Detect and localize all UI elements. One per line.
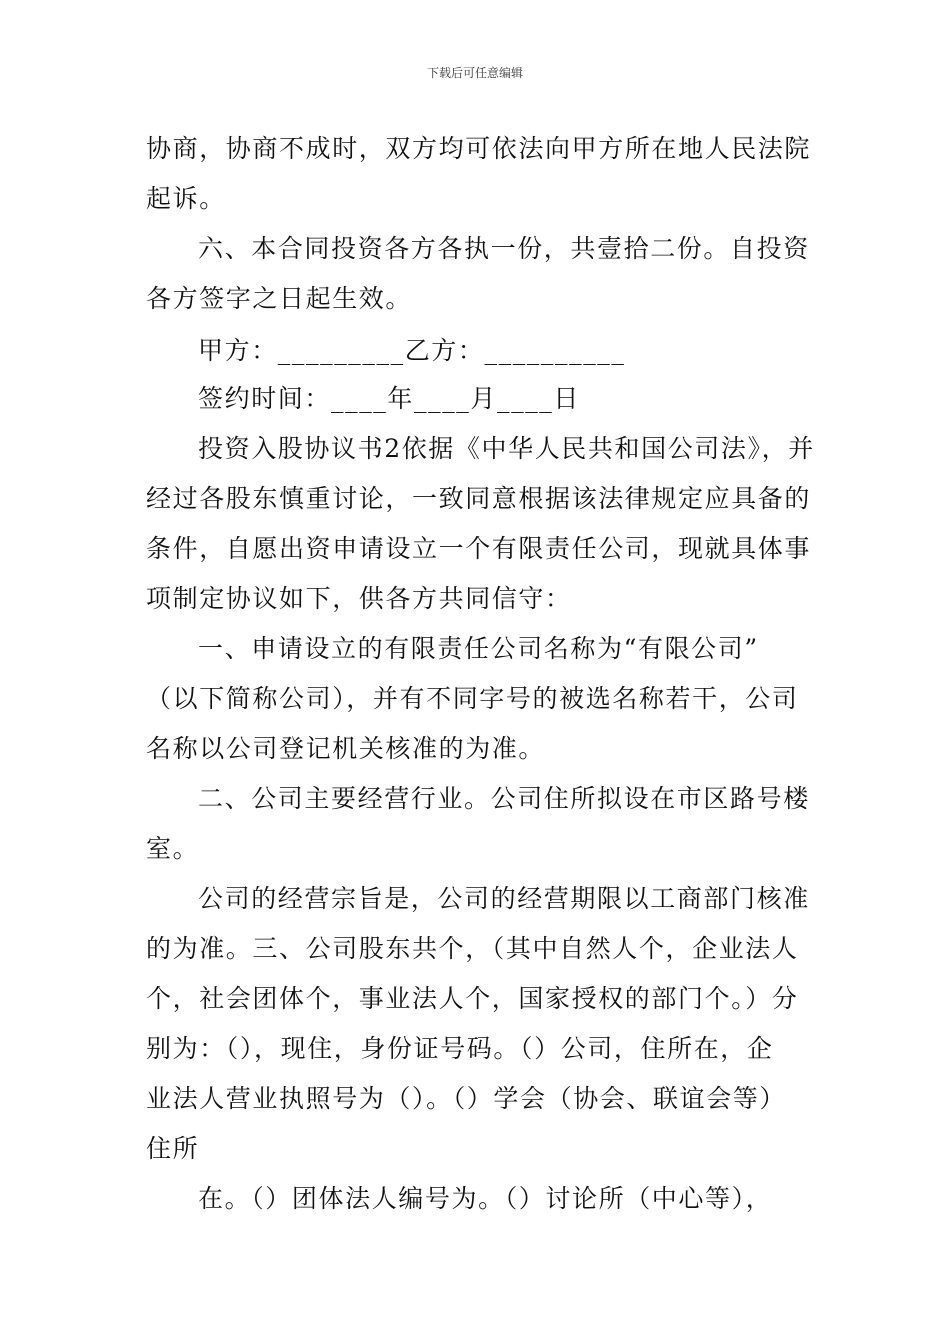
text-line: 别为：（），现住，身份证号码。（）公司，住所在，企 [146,1034,774,1063]
text-line: 公司的经营宗旨是，公司的经营期限以工商部门核准 [198,884,810,913]
text-line: 项制定协议如下，供各方共同信守： [146,584,572,613]
text-line: 一、申请设立的有限责任公司名称为“有限公司” [198,634,759,663]
text-line: 各方签字之日起生效。 [146,284,413,313]
text-line: （以下简称公司），并有不同字号的被选名称若干，公司 [146,684,799,713]
text-line: 六、本合同投资各方各执一份，共壹拾二份。自投资 [198,234,810,263]
text-line: 名称以公司登记机关核准的为准。 [146,734,546,763]
page-header: 下载后可任意编辑 [426,66,523,80]
text-line: 投资入股协议书2依据《中华人民共和国公司法》，并 [198,434,815,463]
text-line: 条件，自愿出资申请设立一个有限责任公司，现就具体事 [146,534,812,563]
signature-parties-line: 甲方：_________乙方：__________ [198,336,626,365]
text-line: 起诉。 [146,184,226,213]
text-line: 的为准。三、公司股东共个，（其中自然人个，企业法人 [146,934,799,963]
text-line: 协商，协商不成时，双方均可依法向甲方所在地人民法院 [146,134,812,163]
text-line: 二、公司主要经营行业。公司住所拟设在市区路号楼 [198,784,810,813]
text-line: 个，社会团体个，事业法人个，国家授权的部门个。）分 [146,984,799,1013]
text-line: 室。 [146,834,200,863]
text-line: 住所 [146,1134,200,1163]
text-line: 业法人营业执照号为（）。（）学会（协会、联谊会等） [146,1084,787,1113]
signing-date-line: 签约时间：____年____月____日 [198,384,581,413]
text-line: 在。（）团体法人编号为。（）讨论所（中心等）， [198,1184,773,1213]
text-line: 经过各股东慎重讨论，一致同意根据该法律规定应具备的 [146,484,812,513]
